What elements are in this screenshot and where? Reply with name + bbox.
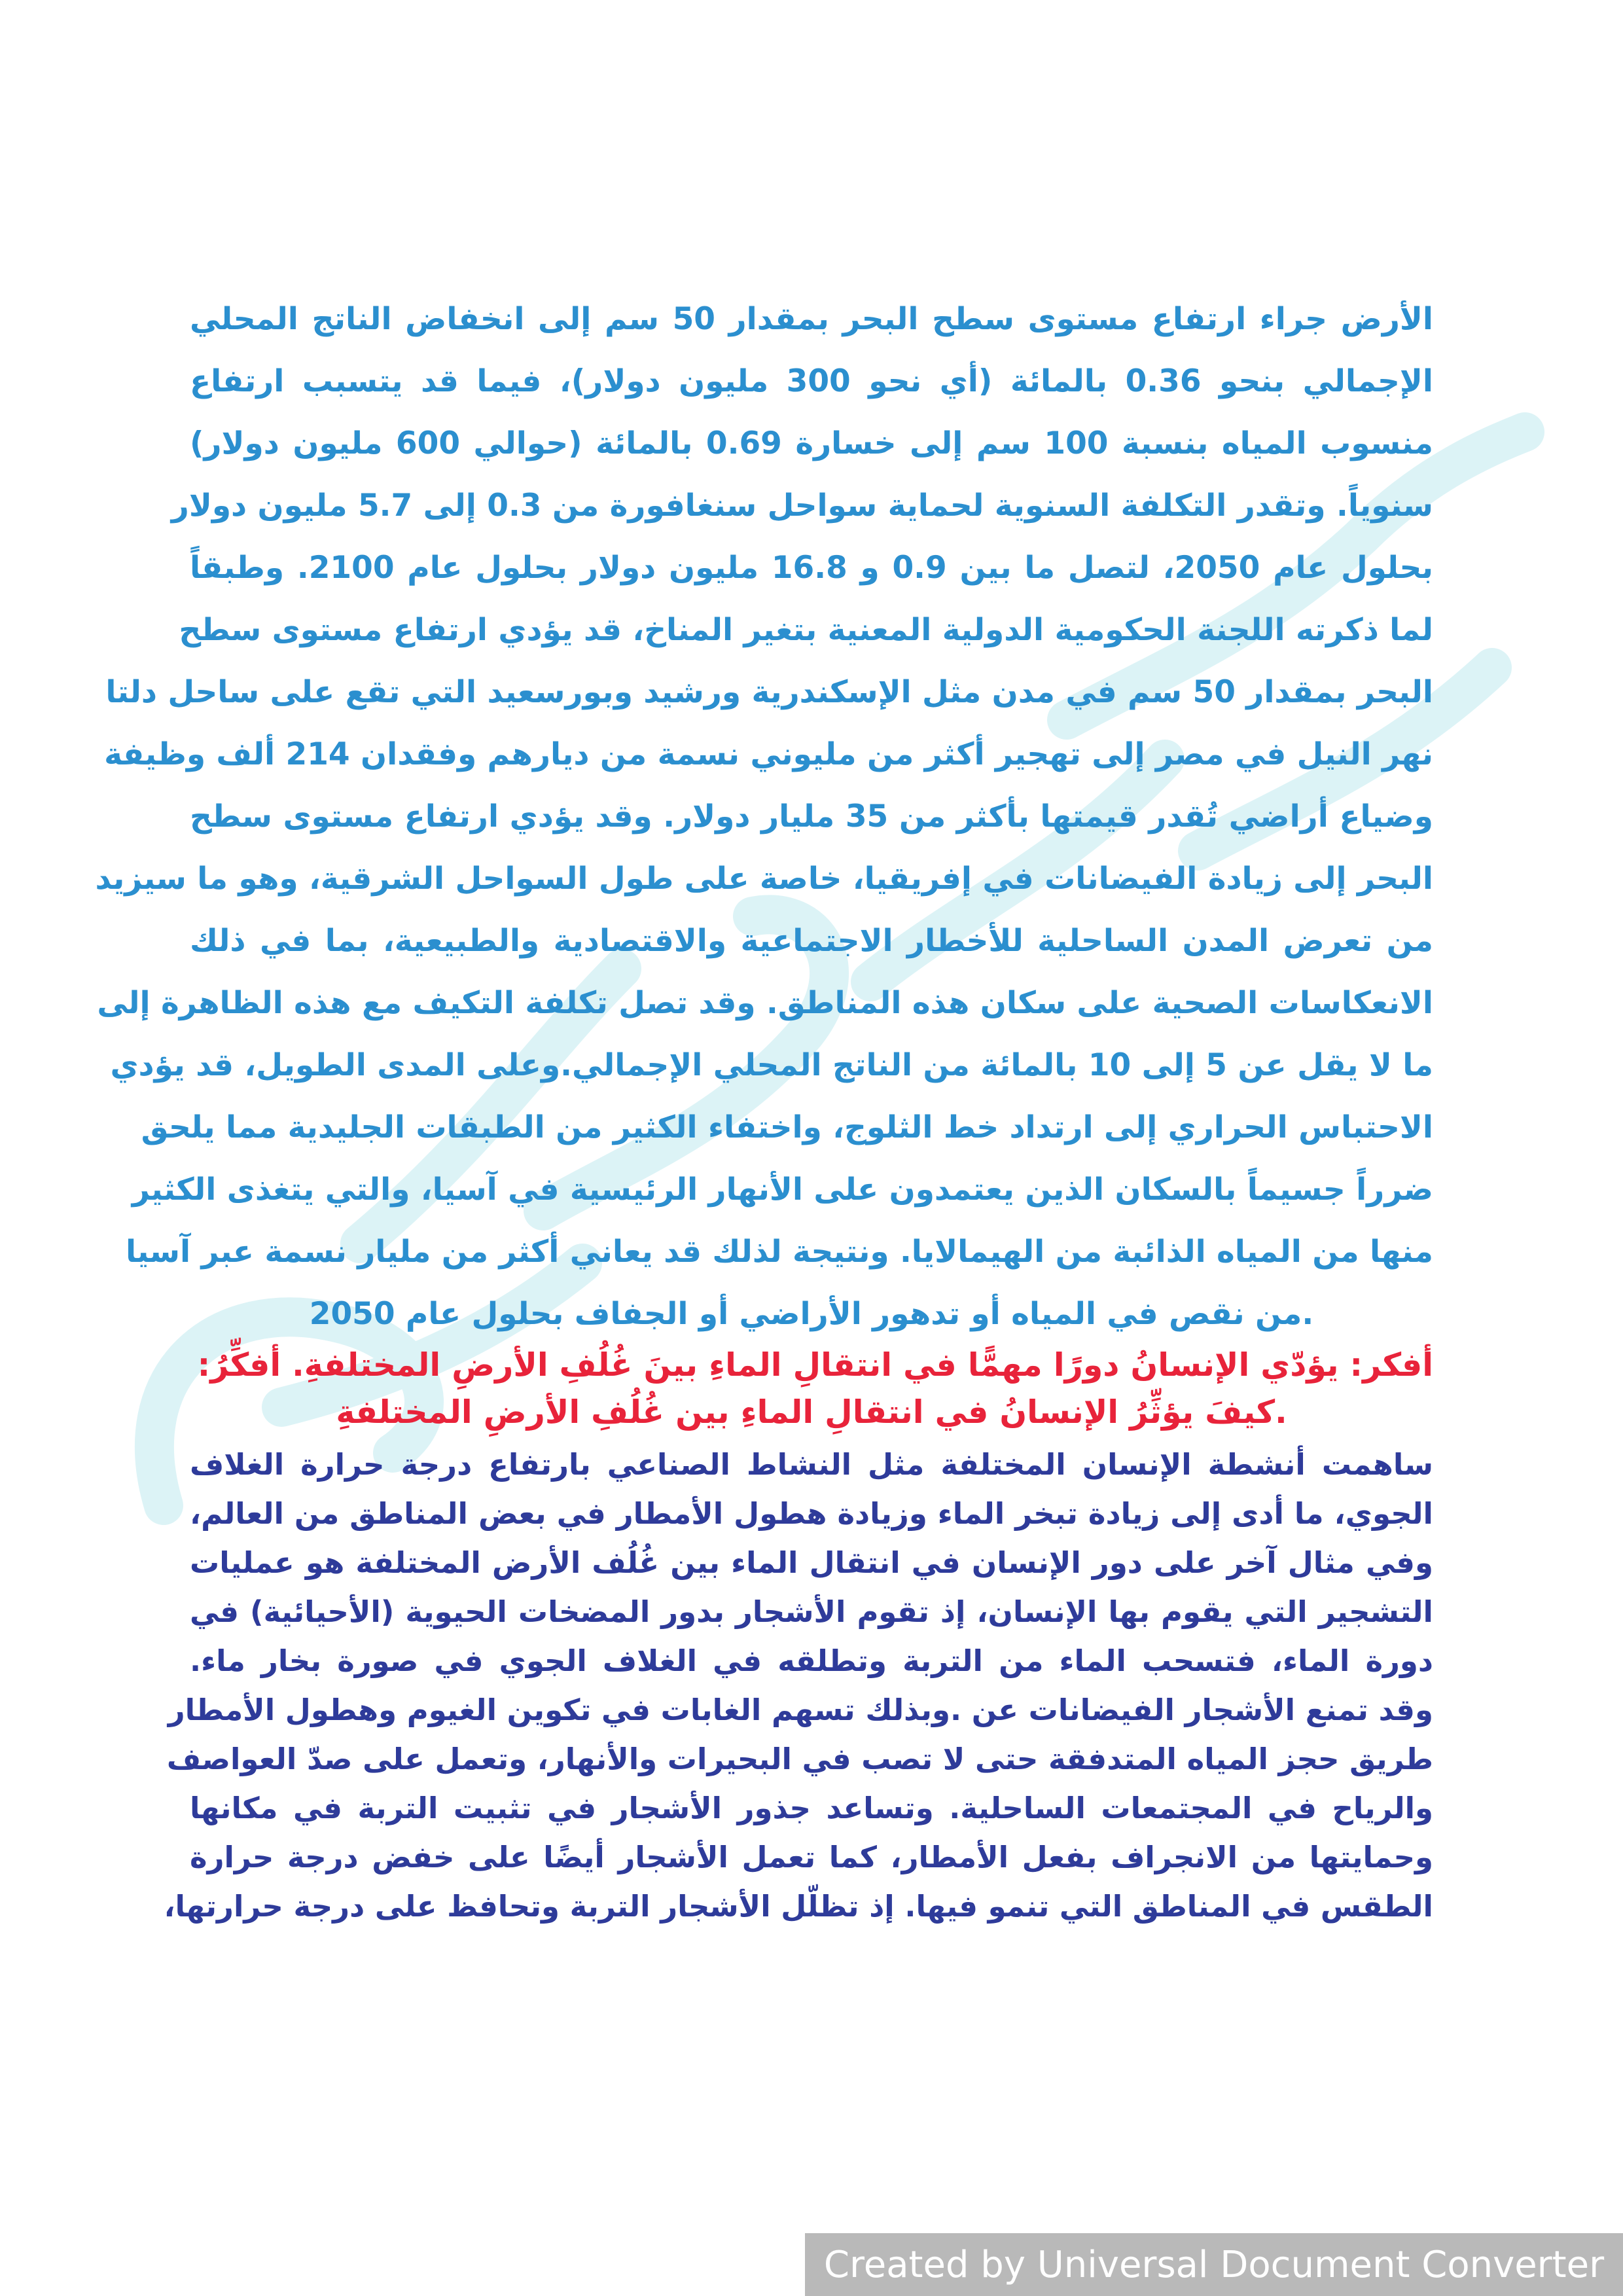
text-line: ما لا يقل عن 5 إلى 10 بالمائة من الناتج المحلي الإجمالي.وعلى المدى الطويل، قد يؤدي <box>110 1047 1433 1083</box>
text-line: التشجير التي يقوم بها الإنسان، إذ تقوم الأشجار بدور المضخات الحيوية (الأحيائية) في <box>190 1594 1433 1629</box>
text-line: نهر النيل في مصر إلى تهجير أكثر من مليوني نسمة من ديارهم وفقدان 214 ألف وظيفة <box>104 736 1433 772</box>
text-line: والرياح في المجتمعات الساحلية. وتساعد جذور الأشجار في تثبيت التربة في مكانها <box>190 1791 1433 1825</box>
text-line: دورة الماء، فتسحب الماء من التربة وتطلقه في الغلاف الجوي في صورة بخار ماء. <box>190 1643 1433 1678</box>
text-line: الجوي، ما أدى إلى زيادة تبخر الماء وزيادة هطول الأمطار في بعض المناطق من العالم، <box>190 1496 1433 1531</box>
question-line: أفكر: يؤدّي الإنسانُ دورًا مهمًّا في انتقالِ الماءِ بينَ غُلُفِ الأرضِ المختلفةِ. أفكِّرُ: <box>197 1346 1433 1384</box>
text-line: الانعكاسات الصحية على سكان هذه المناطق. وقد تصل تكلفة التكيف مع هذه الظاهرة إلى <box>97 985 1433 1021</box>
text-line: وفي مثال آخر على دور الإنسان في انتقال الماء بين غُلُف الأرض المختلفة هو عمليات <box>190 1545 1433 1580</box>
text-line: بحلول عام 2050، لتصل ما بين 0.9 و 16.8 مليون دولار بحلول عام 2100. وطبقاً <box>190 550 1433 586</box>
text-line: الأرض جراء ارتفاع مستوى سطح البحر بمقدار 50 سم إلى انخفاض الناتج المحلي <box>190 301 1433 337</box>
text-line: سنوياً. وتقدر التكلفة السنوية لحماية سواحل سنغافورة من 0.3 إلى 5.7 مليون دولار <box>171 488 1433 524</box>
text-line: البحر بمقدار 50 سم في مدن مثل الإسكندرية ورشيد وبورسعيد التي تقع على ساحل دلتا <box>105 674 1433 710</box>
text-line: من تعرض المدن الساحلية للأخطار الاجتماعية والاقتصادية والطبيعية، بما في ذلك <box>190 923 1433 959</box>
paragraph-climate-impact <box>95 288 1433 1345</box>
text-line: البحر إلى زيادة الفيضانات في إفريقيا، خاصة على طول السواحل الشرقية، وهو ما سيزيد <box>95 861 1433 897</box>
think-question <box>190 1342 1433 1436</box>
text-line: الطقس في المناطق التي تنمو فيها. إذ تظلّل الأشجار التربة وتحافظ على درجة حرارتها، <box>164 1889 1433 1924</box>
text-line: لما ذكرته اللجنة الحكومية الدولية المعنية بتغير المناخ، قد يؤدي ارتفاع مستوى سطح <box>179 612 1433 648</box>
text-line: منها من المياه الذائبة من الهيمالايا. ونتيجة لذلك قد يعاني أكثر من مليار نسمة عبر آسيا <box>125 1234 1433 1270</box>
converter-footer-label: Created by Universal Document Converter <box>805 2233 1623 2296</box>
text-line: ضرراً جسيماً بالسكان الذين يعتمدون على الأنهار الرئيسية في آسيا، والتي يتغذى الكثير <box>132 1172 1433 1208</box>
text-line: منسوب المياه بنسبة 100 سم إلى خسارة 0.69 بالمائة (حوالي 600 مليون دولار) <box>190 425 1433 461</box>
text-line: الإجمالي بنحو 0.36 بالمائة (أي نحو 300 مليون دولار)، فيما قد يتسبب ارتفاع <box>190 363 1433 399</box>
paragraph-human-role <box>164 1440 1433 1931</box>
text-line: طريق حجز المياه المتدفقة حتى لا تصب في البحيرات والأنهار، وتعمل على صدّ العواصف <box>166 1742 1433 1776</box>
text-line: وقد تمنع الأشجار الفيضانات عن .وبذلك تسهم الغابات في تكوين الغيوم وهطول الأمطار <box>168 1693 1433 1727</box>
text-line: وحمايتها من الانجراف بفعل الأمطار، كما تعمل الأشجار أيضًا على خفض درجة حرارة <box>190 1840 1433 1874</box>
text-line: وضياع أراضي تُقدر قيمتها بأكثر من 35 مليار دولار. وقد يؤدي ارتفاع مستوى سطح <box>190 798 1433 834</box>
text-line: الاحتباس الحراري إلى ارتداد خط الثلوج، واختفاء الكثير من الطبقات الجليدية مما يلحق <box>141 1109 1433 1145</box>
question-line: .كيفَ يؤثِّرُ الإنسانُ في انتقالِ الماءِ بين غُلُفِ الأرضِ المختلفةِ <box>336 1393 1287 1431</box>
text-line: .من نقص في المياه أو تدهور الأراضي أو الجفاف بحلول عام 2050 <box>309 1296 1314 1332</box>
text-line: ساهمت أنشطة الإنسان المختلفة مثل النشاط الصناعي بارتفاع درجة حرارة الغلاف <box>190 1447 1433 1482</box>
